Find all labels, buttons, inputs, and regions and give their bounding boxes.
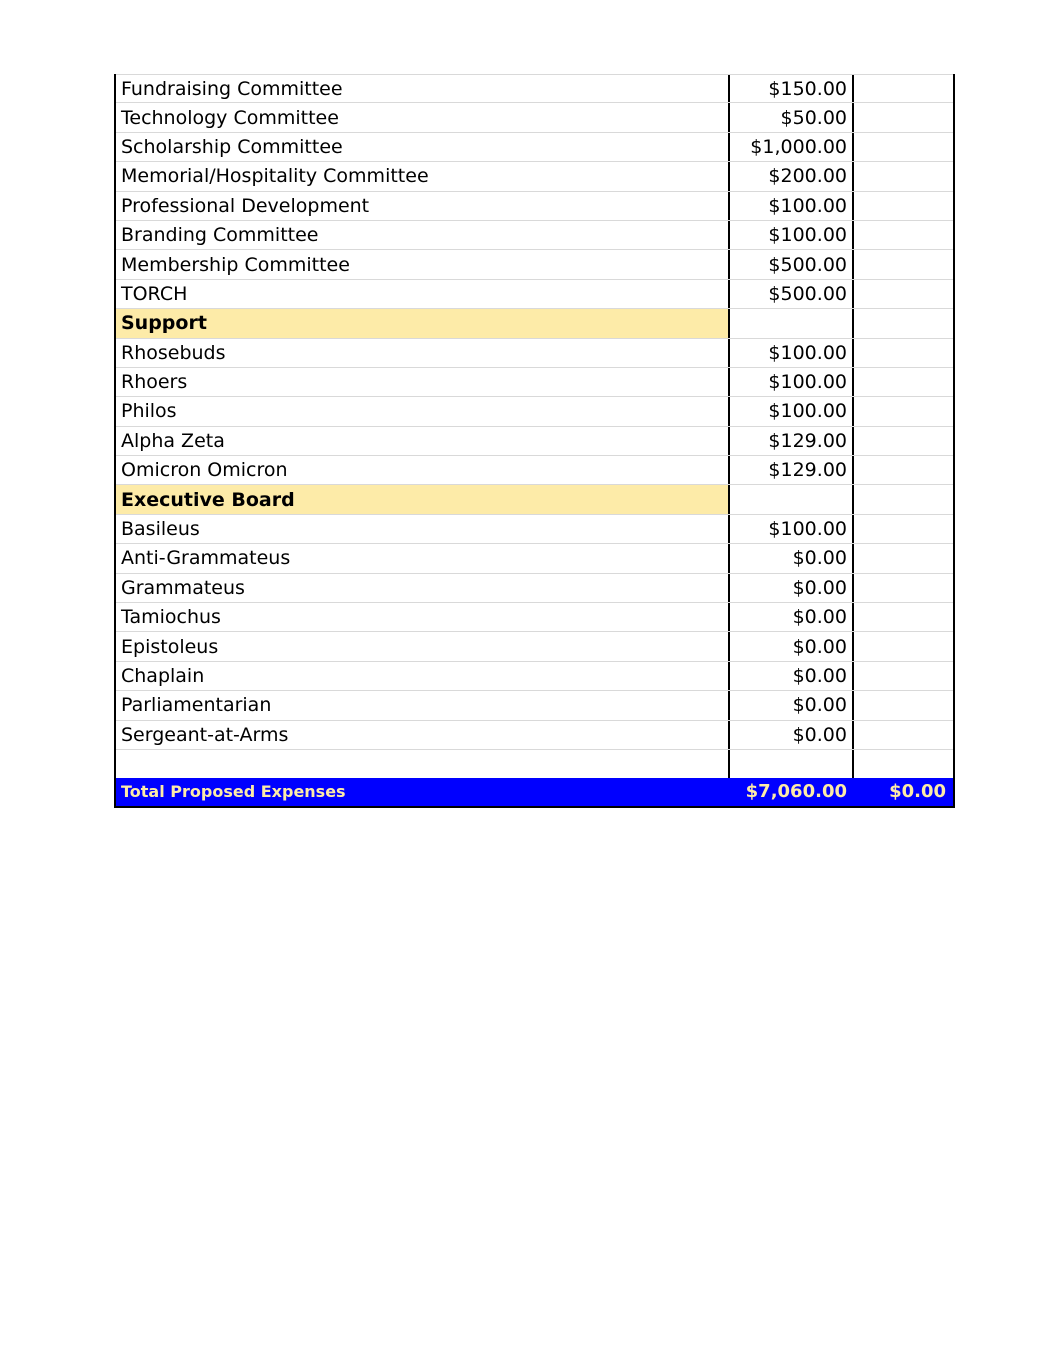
- table-row: [116, 368, 953, 397]
- row-label[interactable]: Professional Development: [121, 194, 370, 217]
- table-row: [116, 721, 953, 750]
- budget-rows: [116, 74, 953, 750]
- row-label[interactable]: TORCH: [121, 282, 188, 305]
- row-amount[interactable]: $150.00: [728, 75, 852, 102]
- row-amount[interactable]: $0.00: [728, 632, 852, 660]
- row-amount[interactable]: $100.00: [728, 221, 852, 249]
- row-actual[interactable]: [852, 662, 951, 690]
- blank-actual-cell[interactable]: [852, 750, 951, 778]
- row-amount[interactable]: [728, 309, 852, 337]
- row-amount[interactable]: $0.00: [728, 544, 852, 572]
- table-row: [116, 103, 953, 132]
- row-actual[interactable]: [852, 544, 951, 572]
- row-label[interactable]: Grammateus: [121, 576, 245, 599]
- row-label[interactable]: Branding Committee: [121, 224, 319, 247]
- table-row: [116, 250, 953, 279]
- row-amount[interactable]: $50.00: [728, 103, 852, 131]
- row-amount[interactable]: $100.00: [728, 515, 852, 543]
- row-actual[interactable]: [852, 339, 951, 367]
- section-header-row: [116, 309, 953, 338]
- row-label[interactable]: Membership Committee: [121, 253, 350, 276]
- table-row: [116, 515, 953, 544]
- row-actual[interactable]: [852, 456, 951, 484]
- blank-label-cell[interactable]: [116, 750, 728, 778]
- table-row: [116, 397, 953, 426]
- row-amount[interactable]: $100.00: [728, 368, 852, 396]
- row-amount[interactable]: $500.00: [728, 250, 852, 278]
- section-header-label[interactable]: Support: [116, 309, 728, 337]
- row-actual[interactable]: [852, 133, 951, 161]
- row-amount[interactable]: $1,000.00: [728, 133, 852, 161]
- table-row: [116, 574, 953, 603]
- row-amount[interactable]: [728, 485, 852, 513]
- row-label[interactable]: Scholarship Committee: [121, 135, 343, 158]
- table-row: [116, 280, 953, 309]
- row-actual[interactable]: [852, 103, 951, 131]
- section-header-row: [116, 485, 953, 514]
- row-amount[interactable]: $129.00: [728, 456, 852, 484]
- row-label[interactable]: Memorial/Hospitality Committee: [121, 165, 429, 188]
- row-actual[interactable]: [852, 515, 951, 543]
- row-label[interactable]: Sergeant-at-Arms: [121, 723, 289, 746]
- row-actual[interactable]: [852, 368, 951, 396]
- row-actual[interactable]: [852, 603, 951, 631]
- row-actual[interactable]: [852, 632, 951, 660]
- row-amount[interactable]: $100.00: [728, 192, 852, 220]
- row-actual[interactable]: [852, 280, 951, 308]
- row-label[interactable]: Parliamentarian: [121, 694, 272, 717]
- row-label[interactable]: Philos: [121, 400, 177, 423]
- table-row: [116, 456, 953, 485]
- table-row: [116, 192, 953, 221]
- row-label[interactable]: Rhosebuds: [121, 341, 226, 364]
- total-row: [116, 778, 953, 808]
- table-row: [116, 74, 953, 103]
- blank-amount-cell[interactable]: [728, 750, 852, 778]
- row-actual[interactable]: [852, 574, 951, 602]
- budget-table: [114, 74, 955, 808]
- total-amount[interactable]: $7,060.00: [745, 781, 847, 803]
- row-actual[interactable]: [852, 75, 951, 102]
- row-actual[interactable]: [852, 485, 951, 513]
- section-header-label[interactable]: Executive Board: [116, 485, 728, 513]
- row-label[interactable]: Basileus: [121, 518, 200, 541]
- row-actual[interactable]: [852, 427, 951, 455]
- row-amount[interactable]: $0.00: [728, 574, 852, 602]
- table-row: [116, 427, 953, 456]
- row-amount[interactable]: $0.00: [728, 691, 852, 719]
- row-label[interactable]: Alpha Zeta: [121, 429, 225, 452]
- blank-row: [116, 750, 953, 778]
- table-row: [116, 162, 953, 191]
- row-label[interactable]: Fundraising Committee: [121, 77, 343, 100]
- table-row: [116, 603, 953, 632]
- row-actual[interactable]: [852, 721, 951, 749]
- table-row: [116, 544, 953, 573]
- row-amount[interactable]: $200.00: [728, 162, 852, 190]
- row-amount[interactable]: $0.00: [728, 721, 852, 749]
- row-actual[interactable]: [852, 397, 951, 425]
- total-label[interactable]: Total Proposed Expenses: [121, 782, 346, 802]
- row-amount[interactable]: $0.00: [728, 662, 852, 690]
- row-label[interactable]: Technology Committee: [121, 106, 339, 129]
- row-label[interactable]: Anti-Grammateus: [121, 547, 291, 570]
- row-label[interactable]: Epistoleus: [121, 635, 219, 658]
- row-amount[interactable]: $100.00: [728, 397, 852, 425]
- row-amount[interactable]: $500.00: [728, 280, 852, 308]
- row-actual[interactable]: [852, 309, 951, 337]
- row-actual[interactable]: [852, 162, 951, 190]
- table-row: [116, 691, 953, 720]
- table-row: [116, 662, 953, 691]
- table-row: [116, 133, 953, 162]
- table-row: [116, 632, 953, 661]
- row-label[interactable]: Chaplain: [121, 665, 205, 687]
- table-row: [116, 339, 953, 368]
- row-label[interactable]: Tamiochus: [121, 606, 221, 629]
- row-amount[interactable]: $129.00: [728, 427, 852, 455]
- table-row: [116, 221, 953, 250]
- row-amount[interactable]: $100.00: [728, 339, 852, 367]
- row-actual[interactable]: [852, 192, 951, 220]
- total-actual[interactable]: $0.00: [889, 781, 946, 803]
- row-actual[interactable]: [852, 221, 951, 249]
- row-actual[interactable]: [852, 691, 951, 719]
- row-label[interactable]: Rhoers: [121, 371, 188, 394]
- row-amount[interactable]: $0.00: [728, 603, 852, 631]
- row-actual[interactable]: [852, 250, 951, 278]
- row-label[interactable]: Omicron Omicron: [121, 459, 288, 482]
